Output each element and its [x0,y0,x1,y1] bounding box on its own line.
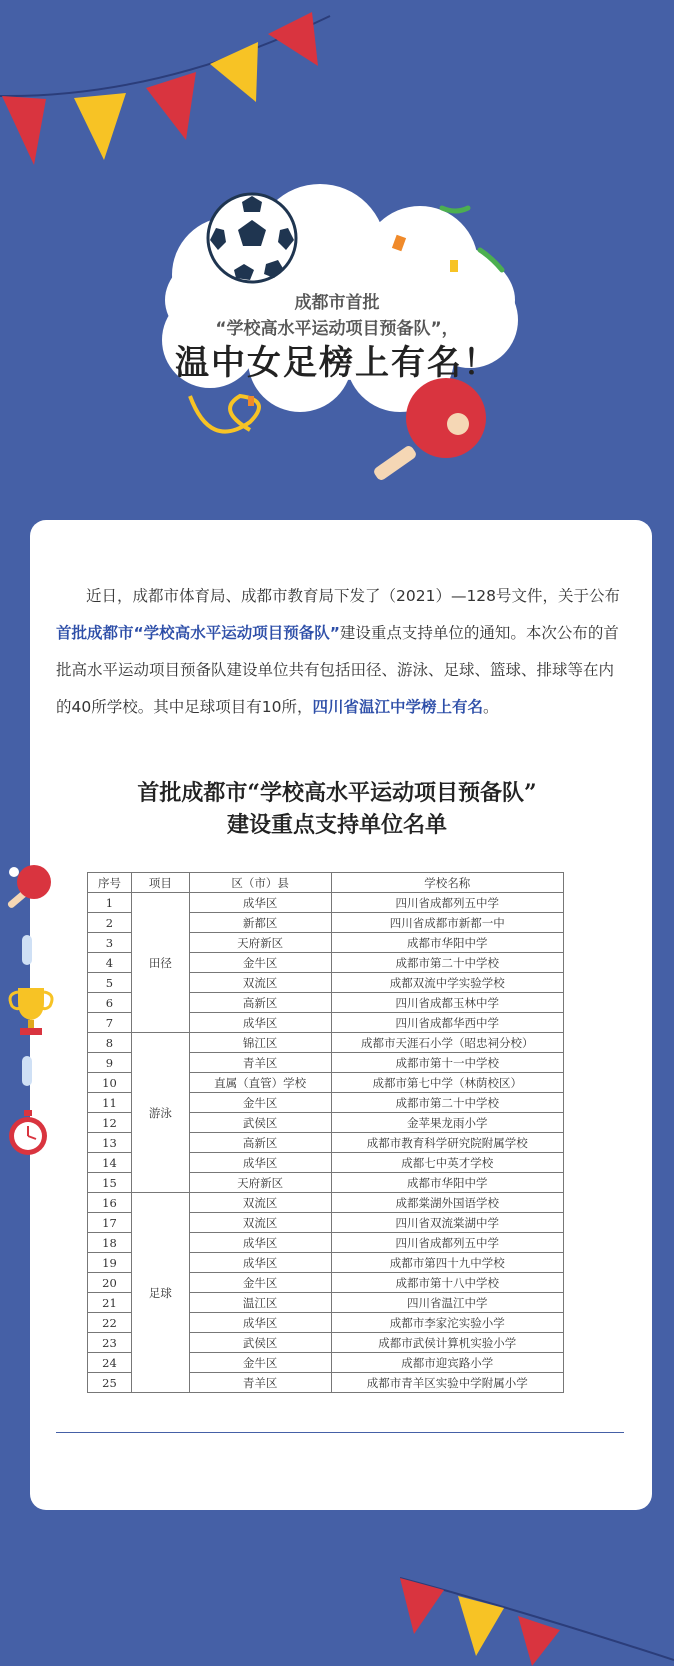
cell-school: 成都市第十八中学校 [331,1273,563,1293]
cell-index: 9 [88,1053,132,1073]
section-divider [56,1432,624,1433]
cell-school: 成都市华阳中学 [331,1173,563,1193]
cell-sport: 田径 [131,893,189,1033]
cell-index: 16 [88,1193,132,1213]
cell-school: 成都市华阳中学 [331,933,563,953]
cell-index: 13 [88,1133,132,1153]
cell-school: 成都市第四十九中学校 [331,1253,563,1273]
table-header-row [88,873,564,893]
cell-district: 成华区 [189,1233,331,1253]
cell-index: 1 [88,893,132,913]
school-roster-table [87,872,564,1393]
table-row [88,1193,564,1213]
header-school: 学校名称 [331,873,563,893]
cell-district: 温江区 [189,1293,331,1313]
cell-index: 12 [88,1113,132,1133]
intro-highlight-1: 首批成都市“学校高水平运动项目预备队” [56,624,340,642]
cell-index: 5 [88,973,132,993]
cell-index: 23 [88,1333,132,1353]
cell-school: 成都市武侯计算机实验小学 [331,1333,563,1353]
cell-school: 成都市青羊区实验中学附属小学 [331,1373,563,1393]
cell-school: 成都七中英才学校 [331,1153,563,1173]
ping-pong-side-icon [4,862,54,912]
table-row [88,893,564,913]
cell-index: 4 [88,953,132,973]
table-row [88,1033,564,1053]
cell-school: 金苹果龙雨小学 [331,1113,563,1133]
cell-district: 成华区 [189,1313,331,1333]
cell-index: 25 [88,1373,132,1393]
cell-school: 四川省成都列五中学 [331,893,563,913]
cell-index: 19 [88,1253,132,1273]
cell-school: 四川省成都华西中学 [331,1013,563,1033]
cell-district: 双流区 [189,973,331,993]
ping-pong-paddle-icon [366,374,496,492]
cell-district: 成华区 [189,1253,331,1273]
cell-district: 双流区 [189,1213,331,1233]
cell-district: 锦江区 [189,1033,331,1053]
list-title: 首批成都市“学校高水平运动项目预备队” [137,780,537,806]
cell-district: 武侯区 [189,1113,331,1133]
cell-district: 双流区 [189,1193,331,1213]
cell-district: 金牛区 [189,1353,331,1373]
cell-school: 四川省成都列五中学 [331,1233,563,1253]
cell-index: 24 [88,1353,132,1373]
cell-school: 成都市教育科学研究院附属学校 [331,1133,563,1153]
stopwatch-icon [6,1108,50,1158]
cell-sport: 游泳 [131,1033,189,1193]
side-pill-2 [22,1056,32,1086]
cell-school: 成都市迎宾路小学 [331,1353,563,1373]
cell-index: 10 [88,1073,132,1093]
cell-district: 金牛区 [189,953,331,973]
cell-district: 高新区 [189,1133,331,1153]
cell-index: 6 [88,993,132,1013]
cell-index: 15 [88,1173,132,1193]
cell-index: 8 [88,1033,132,1053]
hero-title: 温中女足榜上有名！ [175,343,499,383]
cell-district: 青羊区 [189,1053,331,1073]
cell-school: 成都市第七中学（林荫校区） [331,1073,563,1093]
cell-district: 高新区 [189,993,331,1013]
header-district: 区（市）县 [189,873,331,893]
cell-district: 天府新区 [189,933,331,953]
cell-district: 青羊区 [189,1373,331,1393]
cell-district: 成华区 [189,1153,331,1173]
cell-index: 17 [88,1213,132,1233]
cell-sport: 足球 [131,1193,189,1393]
bunting-bottom [400,1570,674,1666]
cell-district: 金牛区 [189,1093,331,1113]
cell-index: 20 [88,1273,132,1293]
trophy-icon [4,982,54,1040]
list-subtitle: 建设重点支持单位名单 [226,812,447,838]
cell-school: 成都市李家沱实验小学 [331,1313,563,1333]
cell-school: 四川省双流棠湖中学 [331,1213,563,1233]
bunting-top [0,0,340,180]
cell-index: 7 [88,1013,132,1033]
cell-index: 11 [88,1093,132,1113]
intro-highlight-2: 四川省温江中学榜上有名 [312,698,483,716]
cell-school: 成都双流中学实验学校 [331,973,563,993]
cell-index: 2 [88,913,132,933]
cell-school: 成都市天涯石小学（昭忠祠分校） [331,1033,563,1053]
cell-district: 成华区 [189,1013,331,1033]
cell-district: 成华区 [189,893,331,913]
cell-index: 14 [88,1153,132,1173]
cell-school: 成都棠湖外国语学校 [331,1193,563,1213]
cell-district: 天府新区 [189,1173,331,1193]
cell-index: 18 [88,1233,132,1253]
hero-subtitle: 成都市首批 [294,293,380,313]
cell-district: 新都区 [189,913,331,933]
header-index: 序号 [88,873,132,893]
cell-school: 成都市第二十中学校 [331,953,563,973]
cell-school: 四川省成都玉林中学 [331,993,563,1013]
cell-school: 四川省温江中学 [331,1293,563,1313]
side-pill [22,935,32,965]
cell-index: 3 [88,933,132,953]
intro-paragraph: 近日，成都市体育局、成都市教育局下发了（2021）—128号文件，关于公布首批成都市“学校高水平运动项目预备队”建设重点支持单位的通知。本次公布的首批高水平运动项目预备队建设单位共有包括田径、游泳、足球、篮球、排球等在内的40所学校。其中足球项目有10所，四川省温江中学榜上有名。 [56,587,621,716]
header-sport: 项目 [131,873,189,893]
cell-school: 四川省成都市新都一中 [331,913,563,933]
cell-index: 21 [88,1293,132,1313]
cell-index: 22 [88,1313,132,1333]
cell-school: 成都市第二十中学校 [331,1093,563,1113]
cell-school: 成都市第十一中学校 [331,1053,563,1073]
cell-district: 金牛区 [189,1273,331,1293]
cell-district: 直属（直管）学校 [189,1073,331,1093]
cell-district: 武侯区 [189,1333,331,1353]
hero-subtitle-2: “学校高水平运动项目预备队”， [215,319,459,339]
